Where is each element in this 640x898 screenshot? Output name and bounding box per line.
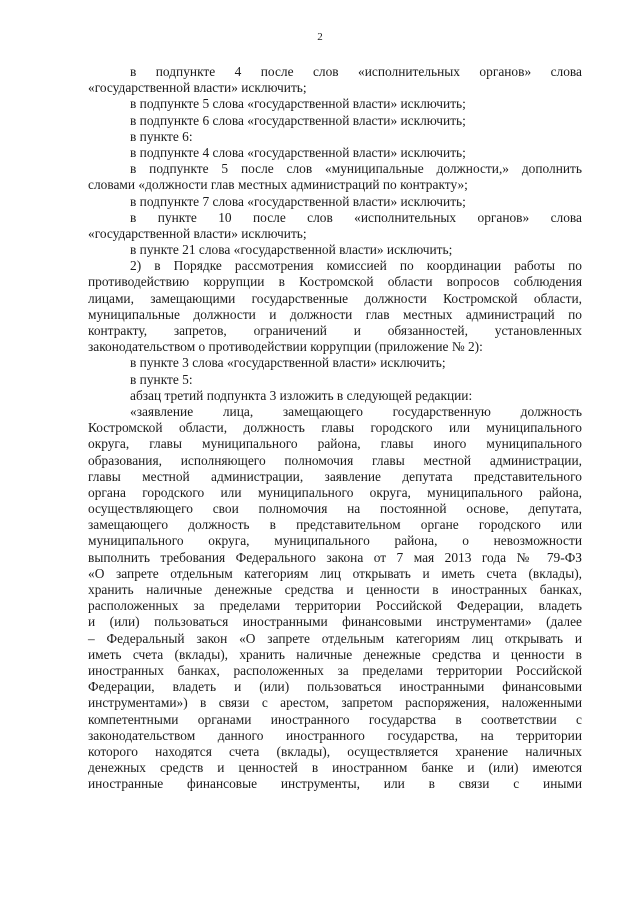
text-line: законодательством о противодействии коррупции (приложение № 2):	[88, 339, 483, 355]
document-body	[88, 64, 582, 792]
text-line: контракту, запретов, ограничений и обязанностей, установленных	[88, 323, 582, 338]
text-line: расположенных за пределами территории Российской Федерации, владеть	[88, 598, 582, 614]
text-line: абзац третий подпункта 3 изложить в следующей редакции:	[130, 387, 473, 403]
text-line: лицами, замещающими государственные должности Костромской области,	[88, 290, 582, 306]
text-line: хранить наличные денежные средства и ценности в иностранных банках,	[88, 582, 582, 597]
text-line: в пункте 3 слова «государственной власти» исключить;	[130, 355, 446, 371]
text-line: в подпункте 7 слова «государственной власти» исключить;	[130, 193, 466, 209]
text-line: иностранных банках, расположенных за пределами территории Российской	[88, 662, 582, 678]
text-line: и (или) пользоваться иностранными финансовыми инструментами» (далее	[88, 614, 582, 630]
text-line: «государственной власти» исключить;	[88, 80, 307, 96]
text-line: денежных средств и ценностей в иностранном банке и (или) имеются	[88, 760, 582, 776]
text-line: иностранные финансовые инструменты, или в связи с иными	[88, 776, 582, 792]
text-line: замещающего должность в представительном органе городского или	[88, 517, 582, 533]
text-line: муниципального округа, муниципального района, о невозможности	[88, 533, 582, 549]
text-line: в пункте 6:	[130, 128, 193, 144]
text-line: иметь счета (вклады), хранить наличные денежные средства и ценности в	[88, 646, 582, 662]
text-line: осуществляющего свои полномочия на постоянной основе, депутата,	[88, 501, 582, 517]
text-line: в подпункте 4 после слов «исполнительных органов» слова	[130, 64, 582, 79]
text-line: инструментами») в связи с арестом, запретом распоряжения, наложенными	[88, 695, 582, 711]
text-line: в подпункте 5 слова «государственной власти» исключить;	[130, 96, 466, 112]
text-line: округа, главы муниципального района, главы иного муниципального	[88, 436, 582, 452]
text-line: Федерации, владеть и (или) пользоваться иностранными финансовыми	[88, 679, 582, 695]
text-line: в пункте 21 слова «государственной власти» исключить;	[130, 242, 453, 258]
text-line: органа городского или муниципального округа, муниципального района,	[88, 484, 582, 500]
text-line: компетентными органами иностранного государства в соответствии с	[88, 711, 582, 727]
text-line: Костромской области, должность главы городского или муниципального	[88, 420, 582, 436]
text-line: «государственной власти» исключить;	[88, 225, 307, 241]
text-line: выполнить требования Федерального закона от 7 мая 2013 года № 79-ФЗ	[88, 549, 582, 565]
text-line: «О запрете отдельным категориям лиц открывать и иметь счета (вклады),	[88, 565, 582, 581]
text-line: – Федеральный закон «О запрете отдельным категориям лиц открывать и	[88, 630, 582, 646]
text-line: 2) в Порядке рассмотрения комиссией по координации работы по	[130, 258, 582, 274]
text-line: главы местной администрации, заявление депутата представительного	[88, 468, 582, 484]
text-line: образования, исполняющего полномочия главы местной администрации,	[88, 452, 582, 468]
text-line: в подпункте 5 после слов «муниципальные должности,» дополнить	[130, 161, 582, 177]
text-line: словами «должности глав местных администраций по контракту»;	[88, 177, 468, 193]
text-line: муниципальные должности и должности глав местных администраций по	[88, 306, 582, 322]
text-line: в подпункте 6 слова «государственной власти» исключить;	[130, 112, 466, 128]
text-line: в пункте 10 после слов «исполнительных органов» слова	[130, 209, 582, 225]
text-line: «заявление лица, замещающего государственную должность	[130, 403, 582, 419]
text-line: в пункте 5:	[130, 371, 193, 387]
text-line: законодательством данного иностранного государства, на территории	[88, 727, 582, 743]
text-line: в подпункте 4 слова «государственной власти» исключить;	[130, 144, 466, 160]
text-line: противодействию коррупции в Костромской области вопросов соблюдения	[88, 274, 582, 290]
page-number: 2	[317, 31, 323, 43]
text-line: которого находятся счета (вклады), осуществляется хранение наличных	[88, 743, 582, 759]
